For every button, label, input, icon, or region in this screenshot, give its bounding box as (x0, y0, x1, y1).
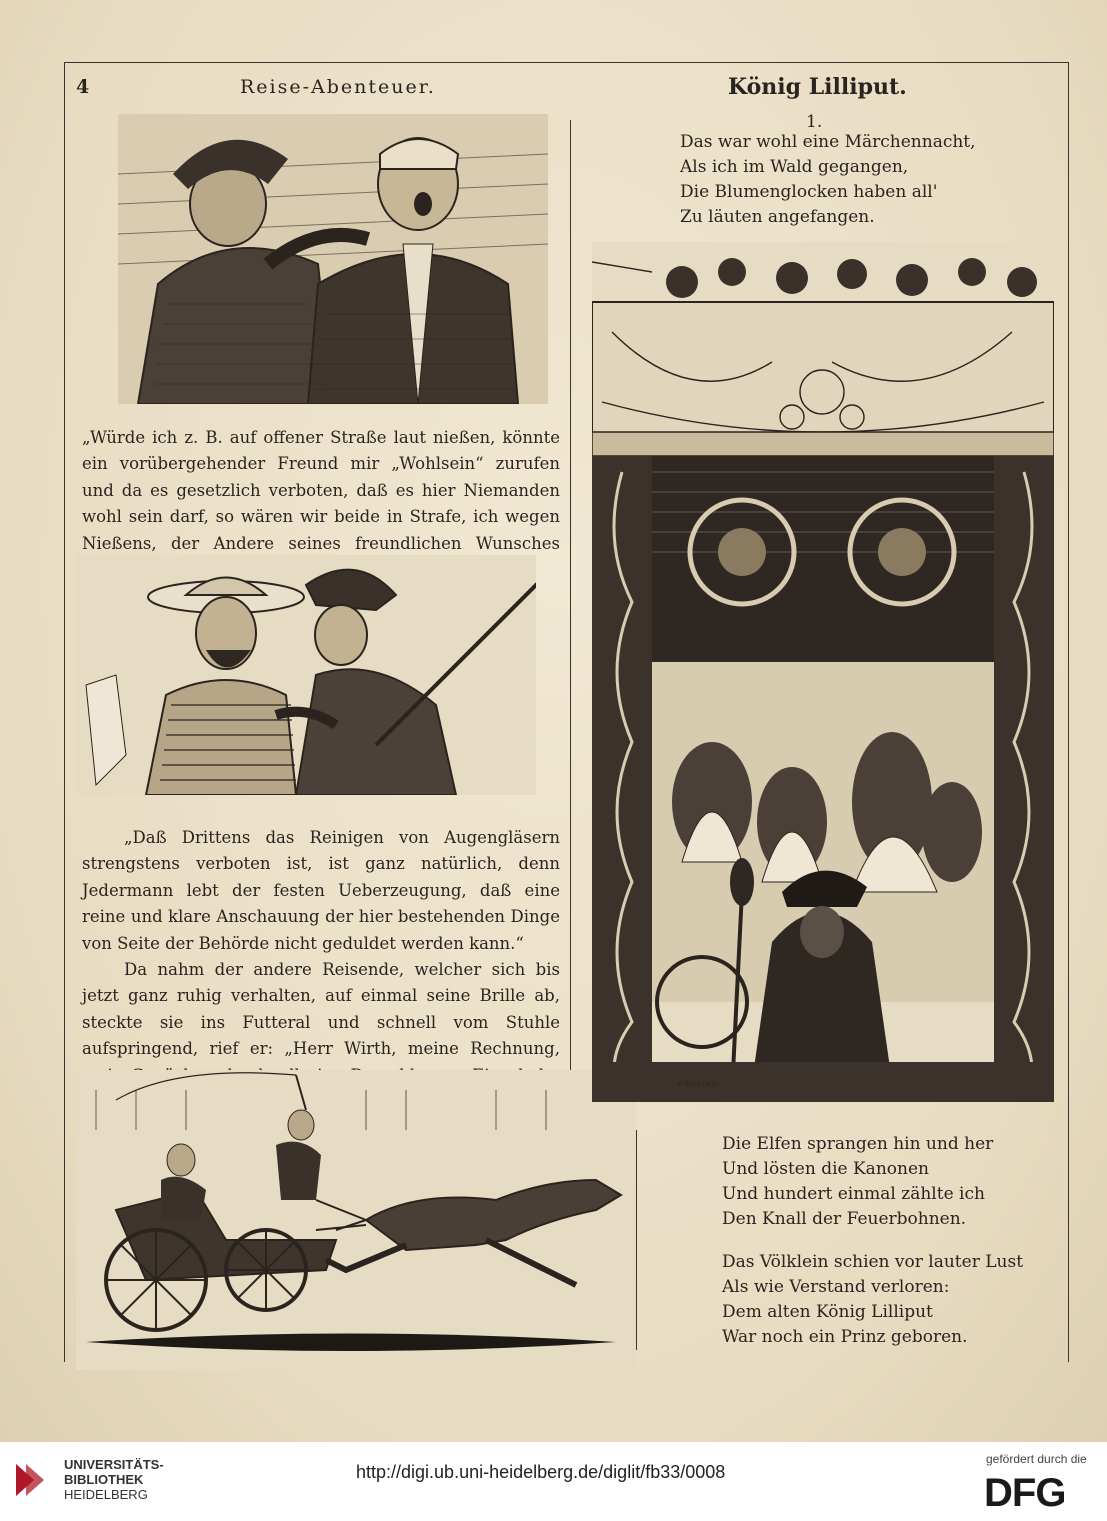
viewer-footer (0, 1442, 1107, 1521)
poem-section-number: 1. (806, 112, 823, 132)
university-library-logo-icon (12, 1458, 56, 1502)
paragraph-departure: Da nahm der andere Reisende, welcher sich bis jetzt ganz ruhig verhalten, auf einmal seine Brille ab, steckte sie ins Futteral und schnell vom Stuhle aufspringend, rief er: „Herr Wirth, meine Rechnung, (82, 959, 560, 1058)
poem-line: Das war wohl eine Märchennacht, (680, 132, 976, 152)
poem-line: Als wie Verstand verloren: (722, 1277, 950, 1297)
paragraph-sneezing: „Würde ich z. B. auf offener Straße laut nießen, könnte ein vorübergehender Freund mir „Wohlsein“ zurufen und da es gesetzlich verboten, daß es hier Niemanden wohl sein darf, so wären wir beide in Strafe, ich wegen Nießens, der Andere seines freundlichen Wunsches (82, 427, 560, 553)
running-title-left: Reise-Abenteuer. (240, 76, 436, 98)
column-divider (570, 120, 571, 1080)
illustrator-signature: KNILLING. (678, 1080, 722, 1088)
poem-title: König Lilliput. (728, 74, 907, 100)
illustration-carriage (76, 1070, 636, 1370)
poem-line: War noch ein Prinz geboren. (722, 1327, 968, 1347)
university-library-name[interactable]: UNIVERSITÄTS- BIBLIOTHEK HEIDELBERG (64, 1457, 164, 1502)
page-frame-right (1068, 62, 1069, 1362)
poem-line: Dem alten König Lilliput (722, 1302, 933, 1322)
page-frame-left (64, 62, 65, 1362)
page-frame-top (64, 62, 1069, 63)
illustration-cleaning-glasses (76, 555, 536, 795)
poem-line: Als ich im Wald gegangen, (680, 157, 909, 177)
poem-line: Das Völklein schien vor lauter Lust (722, 1252, 1024, 1272)
document-url-link[interactable]: http://digi.ub.uni-heidelberg.de/diglit/fb33/0008 (356, 1462, 726, 1482)
poem-line: Zu läuten angefangen. (680, 207, 875, 227)
poem-line: Und lösten die Kanonen (722, 1159, 929, 1179)
poem-line: Und hundert einmal zählte ich (722, 1184, 985, 1204)
poem-stanza-3 (722, 1250, 1023, 1350)
funding-label: gefördert durch die (986, 1452, 1087, 1466)
illustration-fairy-ball (592, 242, 1054, 1102)
poem-line: Die Blumenglocken haben all' (680, 182, 938, 202)
poem-line: Die Elfen sprangen hin und her (722, 1134, 994, 1154)
column-divider-lower (636, 1130, 637, 1350)
paragraph-glasses: „Daß Drittens das Reinigen von Augengläsern strengstens verboten ist, ist ganz natürlich, denn Jedermann lebt der festen Ueberzeugung, daß eine reine und klare Anschauung der hier bestehenden Dinge von Seite der Behörde nicht geduldet werden kann.“ (82, 827, 560, 953)
poem-line: Den Knall der Feuerbohnen. (722, 1209, 967, 1229)
dfg-logo[interactable]: DFG (984, 1471, 1066, 1515)
page-number: 4 (76, 76, 90, 98)
poem-stanza-1 (680, 130, 976, 230)
illustration-sneezing-men (118, 114, 548, 404)
poem-stanza-2 (722, 1132, 993, 1232)
